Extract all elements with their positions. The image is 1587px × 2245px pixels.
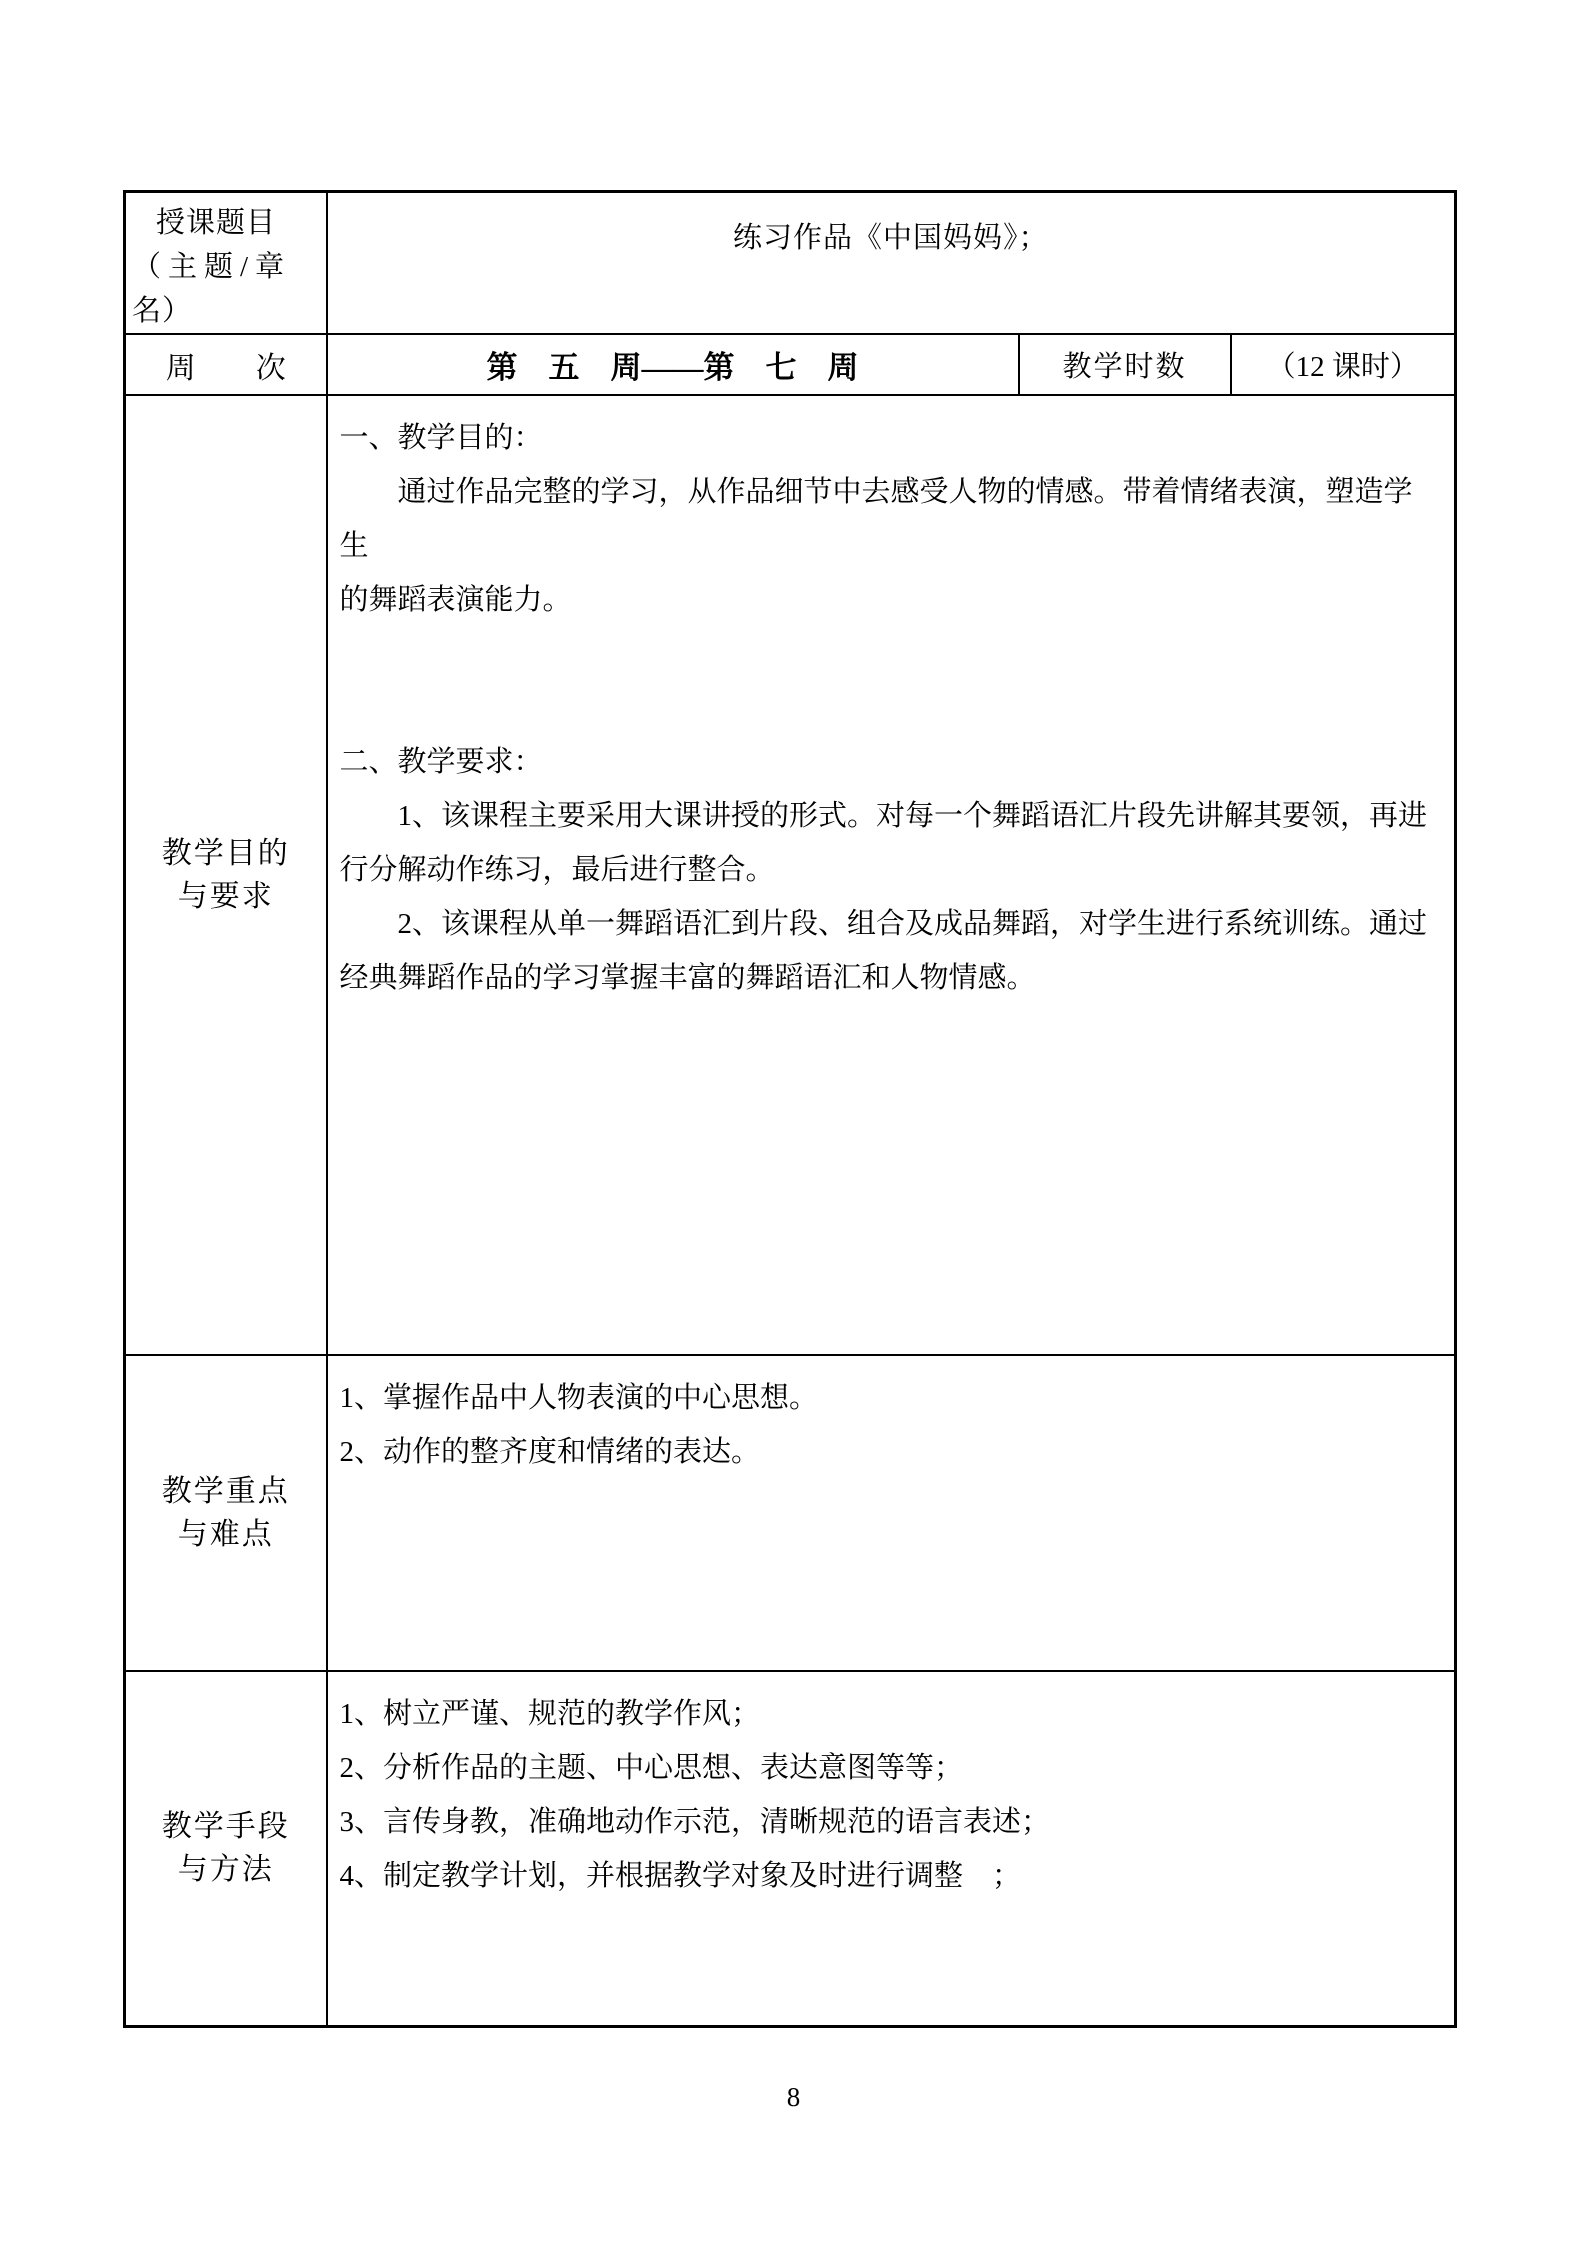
course-title-label-line: 名） [132, 295, 193, 327]
section-label-line: 与难点 [177, 1518, 274, 1551]
course-title-label-line: （主题/章 [132, 251, 292, 283]
course-title-value: 练习作品《中国妈妈》； [327, 192, 1456, 335]
course-title-label [125, 192, 327, 335]
methods-row [125, 1671, 1456, 2026]
section-objectives-content [327, 395, 1456, 1355]
content-line: 4、制定教学计划，并根据教学对象及时进行调整 ； [339, 1860, 1022, 1892]
section-label-line: 教学手段 [161, 1810, 290, 1844]
content-line: 的舞蹈表演能力。 [339, 584, 572, 616]
section-key-points-label [125, 1355, 327, 1671]
class-hours-value: （12 课时） [1231, 334, 1456, 395]
content-line: 1、掌握作品中人物表演的中心思想。 [339, 1382, 819, 1414]
content-line: 经典舞蹈作品的学习掌握丰富的舞蹈语汇和人物情感。 [339, 962, 1036, 994]
content-line: 二、教学要求： [339, 746, 543, 778]
section-methods-content [327, 1671, 1456, 2026]
class-hours-label: 教学时数 [1019, 334, 1231, 395]
section-objectives-label [125, 395, 327, 1355]
lesson-plan-table [123, 190, 1457, 2028]
content-line: 3、言传身教，准确地动作示范，清晰规范的语言表述； [339, 1806, 1051, 1838]
section-label-line: 教学目的 [161, 837, 290, 870]
content-line: 通过作品完整的学习，从作品细节中去感受人物的情感。带着情绪表演，塑造学生 [339, 476, 1413, 562]
content-line: 行分解动作练习，最后进行整合。 [339, 854, 775, 886]
section-key-points-content [327, 1355, 1456, 1671]
course-title-label-line: 授课题目 [156, 207, 277, 239]
page-number: 8 [786, 2082, 801, 2112]
section-label-line: 与要求 [177, 880, 274, 913]
course-title-row [125, 192, 1456, 335]
section-methods-label [125, 1671, 327, 2026]
key-points-row [125, 1355, 1456, 1671]
section-label-line: 与方法 [177, 1853, 274, 1887]
content-line: 一、教学目的： [339, 422, 543, 454]
content-line: 1、树立严谨、规范的教学作风； [339, 1698, 761, 1730]
week-label: 周 次 [125, 334, 327, 395]
week-value: 第 五 周——第 七 周 [327, 334, 1019, 395]
content-line: 2、动作的整齐度和情绪的表达。 [339, 1436, 761, 1468]
content-line: 2、分析作品的主题、中心思想、表达意图等等； [339, 1752, 964, 1784]
week-row [125, 334, 1456, 395]
objectives-row [125, 395, 1456, 1355]
content-line: 2、该课程从单一舞蹈语汇到片段、组合及成品舞蹈，对学生进行系统训练。通过 [397, 908, 1428, 940]
content-line: 1、该课程主要采用大课讲授的形式。对每一个舞蹈语汇片段先讲解其要领，再进 [397, 800, 1428, 832]
section-label-line: 教学重点 [161, 1475, 290, 1508]
